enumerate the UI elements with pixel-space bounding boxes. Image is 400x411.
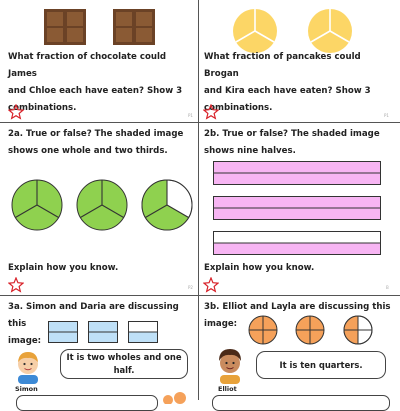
column-divider xyxy=(198,0,199,400)
speaker-name: Simon xyxy=(15,385,38,393)
answer-box xyxy=(16,395,158,411)
speaker-name: Elliot xyxy=(218,385,237,393)
boy-avatar-icon xyxy=(13,348,43,384)
explain-prompt: Explain how you know. xyxy=(8,263,119,273)
speech-line: It is two wholes and one xyxy=(66,352,182,362)
question-line: and Chloe each have eaten? Show 3 xyxy=(8,86,183,96)
question-line: 2b. True or false? The shaded image xyxy=(204,129,380,139)
star-icon xyxy=(8,277,24,293)
question-line: What fraction of pancakes could Brogan xyxy=(204,52,361,79)
row-divider-2 xyxy=(0,295,400,296)
pie-chart-icon xyxy=(295,315,325,345)
speech-bubble xyxy=(60,349,188,379)
chocolate-question xyxy=(8,49,196,117)
question-line: shows one whole and two thirds. xyxy=(8,146,168,156)
star-icon xyxy=(8,104,24,120)
speech-line: half. xyxy=(113,365,135,375)
bar-model-icon xyxy=(213,196,381,220)
pie-chart-icon xyxy=(10,178,64,232)
speech-bubble xyxy=(256,351,386,379)
speech-line: It is ten quarters. xyxy=(279,359,363,370)
question-line: What fraction of chocolate could James xyxy=(8,52,167,79)
bar-model-icon xyxy=(213,231,381,255)
bar-model-icon xyxy=(48,321,78,343)
chocolate-bar-icon xyxy=(113,9,155,45)
star-icon xyxy=(203,277,219,293)
page-number: P1 xyxy=(188,113,193,118)
question-line: 2a. True or false? The shaded image xyxy=(8,129,184,139)
star-icon xyxy=(203,104,219,120)
pancake-icon xyxy=(307,8,353,54)
page-number: B xyxy=(386,285,389,290)
bar-model-icon xyxy=(213,161,381,185)
bar-model-icon xyxy=(88,321,118,343)
page-number: P2 xyxy=(188,285,193,290)
question-line: combinations. xyxy=(8,103,77,113)
question-line: combinations. xyxy=(204,103,273,113)
page-number: P1 xyxy=(384,113,389,118)
question-line: 3b. Elliot and Layla are discussing this xyxy=(204,302,391,312)
question-2a-heading xyxy=(8,126,196,160)
row-divider-1 xyxy=(0,122,400,123)
answer-box xyxy=(212,395,390,411)
question-line: and Kira each have eaten? Show 3 xyxy=(204,86,371,96)
pie-chart-icon xyxy=(75,178,129,232)
bar-model-icon xyxy=(128,321,158,343)
pancake-question xyxy=(204,49,398,117)
pancake-icon xyxy=(232,8,278,54)
explain-prompt: Explain how you know. xyxy=(204,263,315,273)
boy-avatar-icon xyxy=(215,346,245,384)
question-line: image: xyxy=(204,319,238,329)
question-line: 3a. Simon and Daria are discussing this xyxy=(8,302,179,329)
pie-chart-icon xyxy=(140,178,194,232)
pie-chart-icon xyxy=(248,315,278,345)
chocolate-bar-icon xyxy=(44,9,86,45)
question-line: image: xyxy=(8,336,42,346)
question-line: shows nine halves. xyxy=(204,146,296,156)
question-2b-heading xyxy=(204,126,398,160)
boy-avatar-icon xyxy=(160,392,190,404)
pie-chart-icon xyxy=(343,315,373,345)
